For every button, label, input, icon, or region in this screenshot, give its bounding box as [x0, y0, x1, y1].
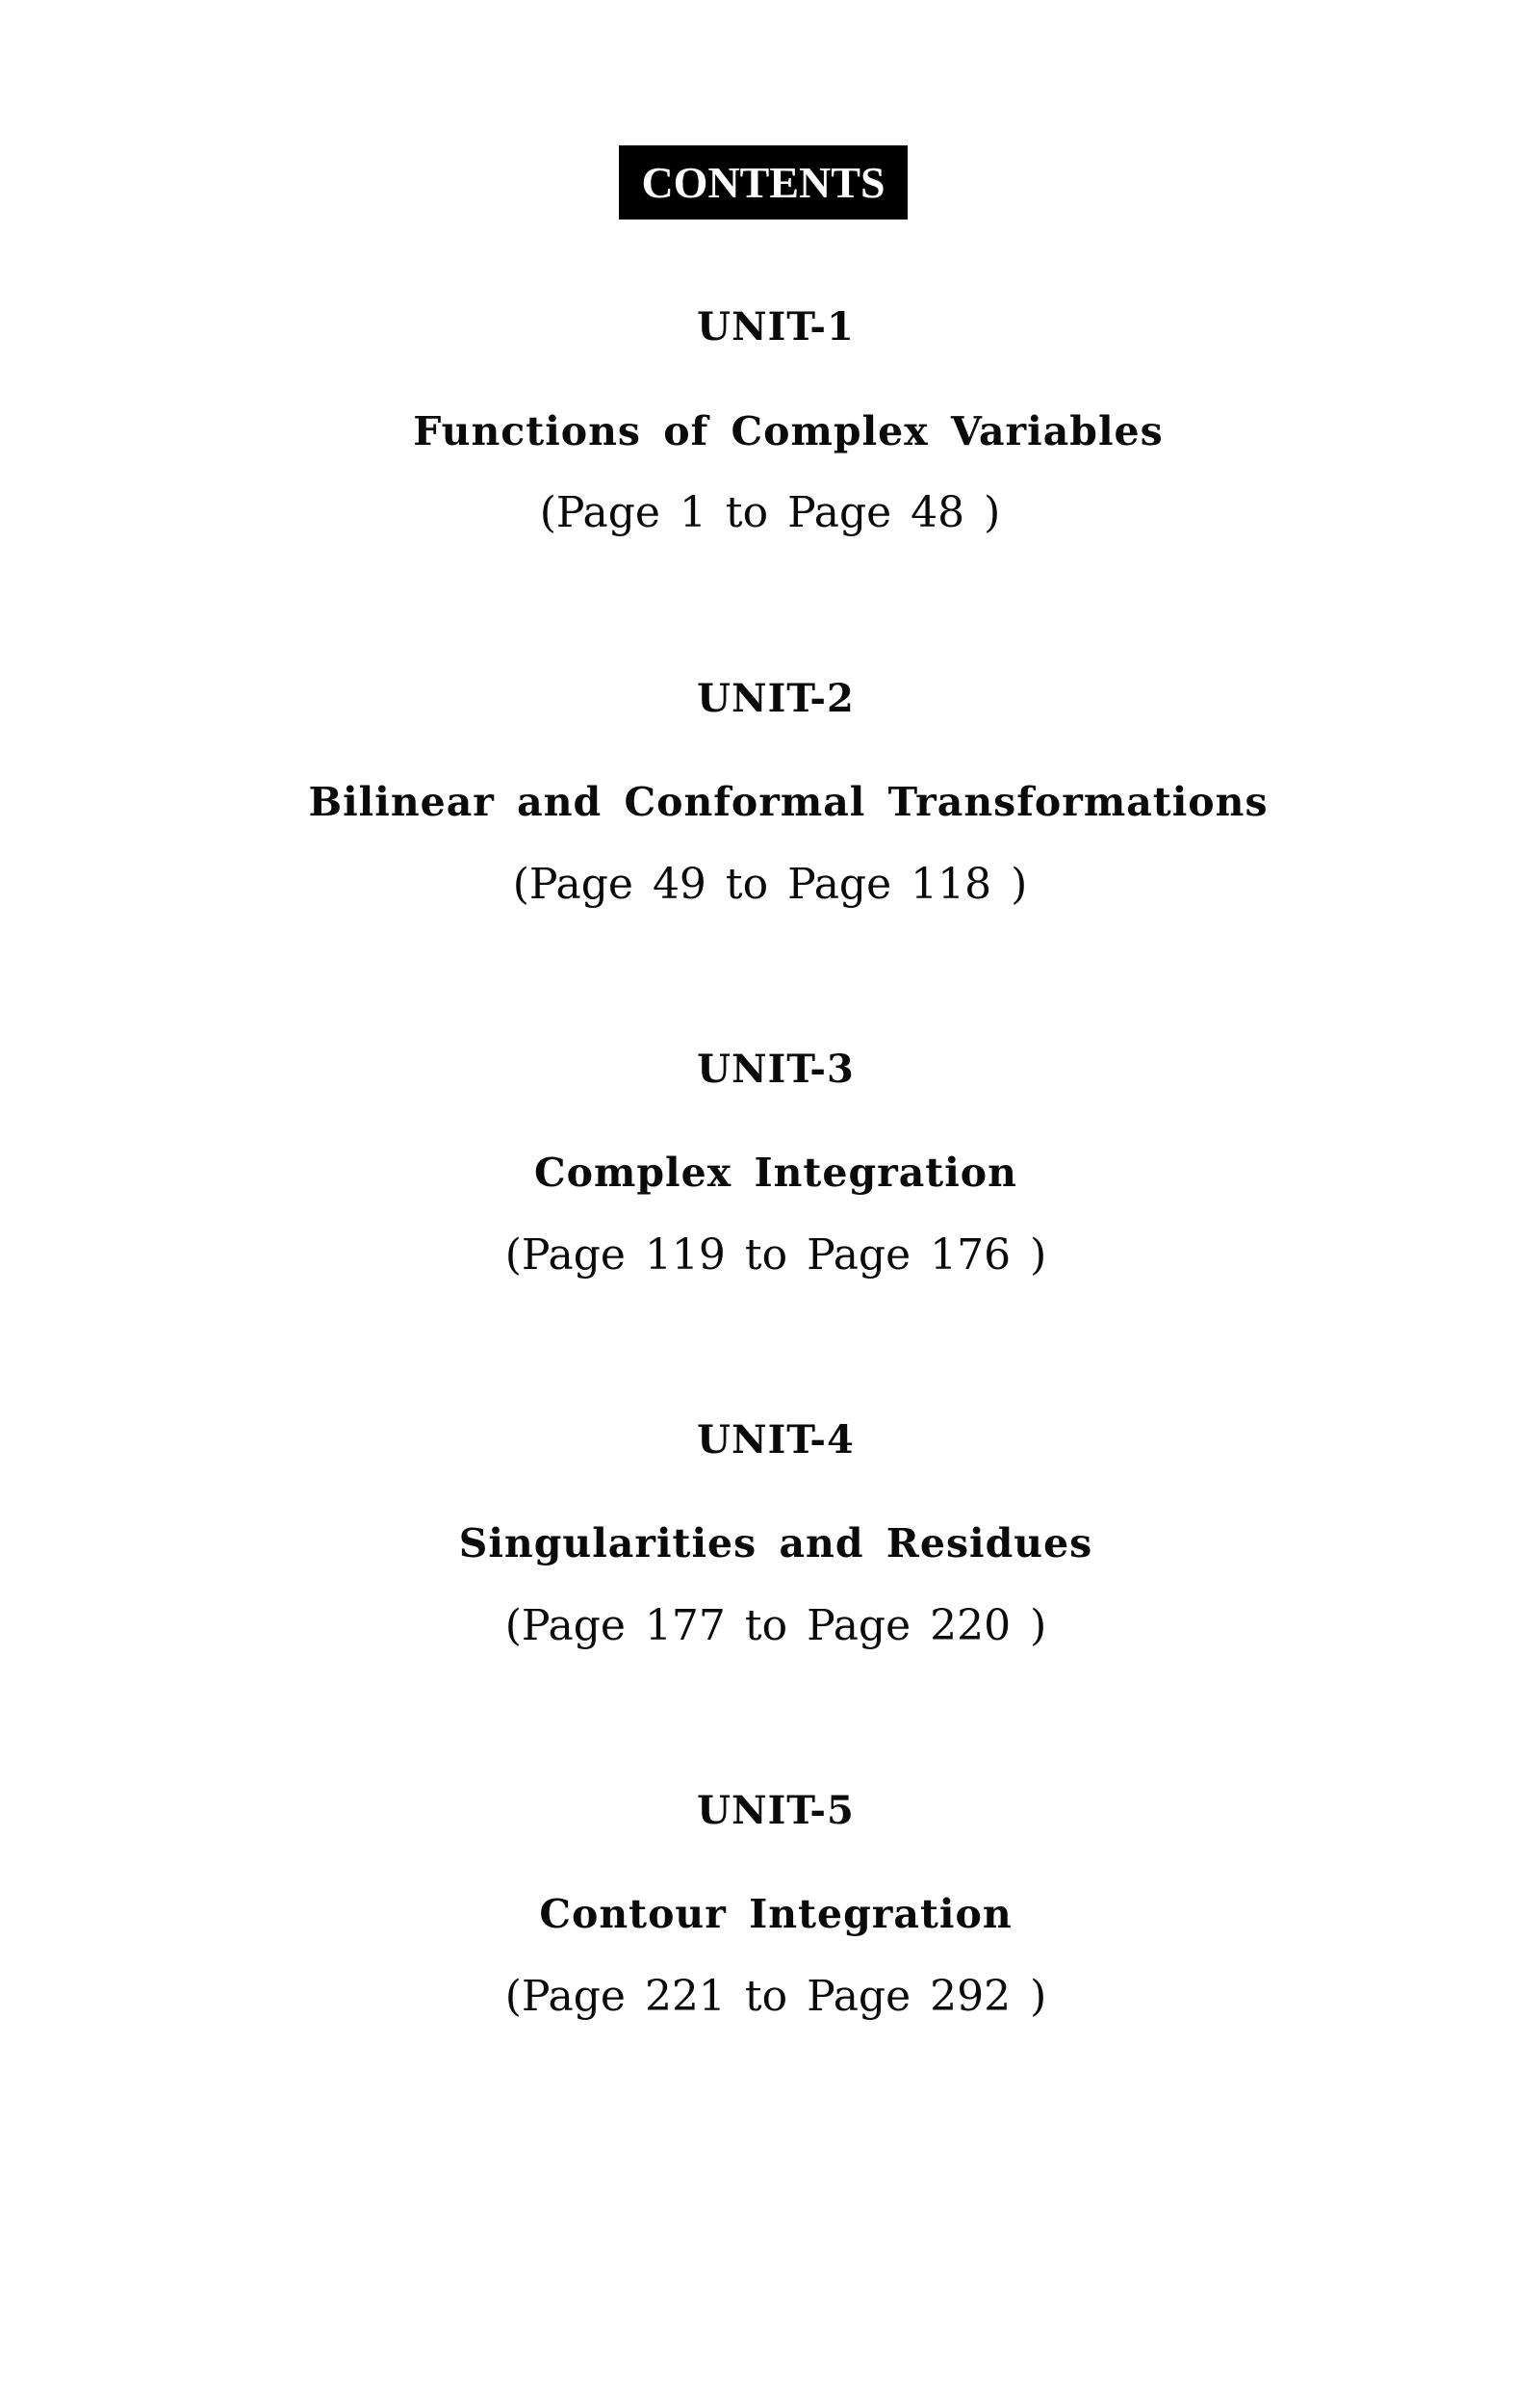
- unit-label: UNIT-5: [697, 1788, 855, 1833]
- unit-page-range: (Page 119 to Page 176 ): [504, 1230, 1047, 1280]
- unit-title: Complex Integration: [534, 1150, 1017, 1196]
- unit-title: Functions of Complex Variables: [413, 408, 1164, 454]
- unit-label: UNIT-4: [697, 1417, 855, 1462]
- unit-label: UNIT-2: [697, 676, 855, 721]
- unit-page-range: (Page 1 to Page 48 ): [539, 488, 1001, 537]
- unit-page-range: (Page 177 to Page 220 ): [504, 1601, 1047, 1650]
- unit-title: Contour Integration: [539, 1891, 1013, 1937]
- unit-label: UNIT-3: [697, 1047, 855, 1092]
- unit-page-range: (Page 221 to Page 292 ): [504, 1972, 1047, 2021]
- unit-label: UNIT-1: [697, 304, 855, 349]
- unit-title: Singularities and Residues: [458, 1520, 1093, 1566]
- contents-heading: CONTENTS: [619, 145, 908, 220]
- unit-page-range: (Page 49 to Page 118 ): [512, 860, 1028, 909]
- unit-title: Bilinear and Conformal Transformations: [308, 779, 1269, 825]
